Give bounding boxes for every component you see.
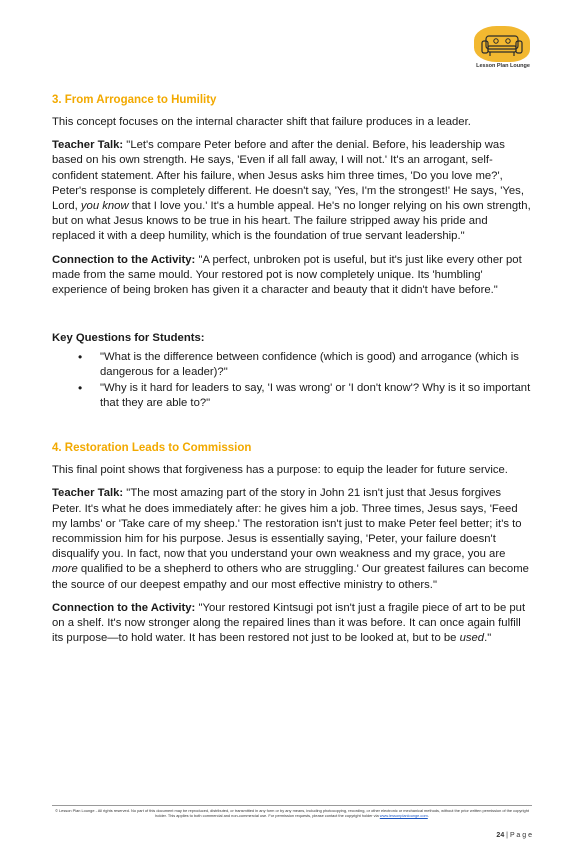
teacher-talk-text-1: "Let's compare Peter before and after the denial. Before, his leadership was based on his own strength. He says, 'Even if all fall away, I will not.' It's an arrogant, self-confident statement. After his failure, when Jesus asks him three times, 'Do you love me?', Peter's response is completely different. He doesn't say, 'Yes, I'm the strongest!' He says, 'Yes, Lord, (52, 139, 524, 213)
teacher-talk-text-1: "The most amazing part of the story in John 21 isn't just that Jesus forgives Peter. It's what he does immediately after: he gives him a job. Three times, Jesus says, 'Feed my lambs' or 'Take care of my sheep.' The restoration isn't just to make Peter feel better; it's to recommission him for his purpose. Jesus is essentially saying, 'Peter, your failure doesn't disqualify you. In fact, now that you understand your own weakness and my grace, you are (52, 487, 522, 561)
key-questions-list (52, 350, 532, 411)
connection-label: Connection to the Activity: (52, 253, 196, 266)
website-suffix: . (427, 813, 429, 818)
sofa-icon (480, 30, 524, 60)
footer-copyright (52, 808, 532, 818)
connection-text-1: "Your restored Kintsugi pot isn't just a fragile piece of art to be put on a shelf. It's now stronger along the repaired lines than it was before. It can once again fulfill its purpose—to hold water. It has been restored not just to be looked at, but to be (52, 601, 526, 645)
section-3-connection (52, 253, 532, 299)
section-3-intro: This concept focuses on the internal character shift that failure produces in a leader. (52, 116, 471, 128)
lesson-plan-lounge-logo (472, 26, 532, 78)
teacher-talk-text-2: that I love you.' It's a humble appeal. He's no longer relying on his own strength, but on what Jesus knows to be true in his heart. The failure stripped away his pride and replaced it with a deep humility, which is the foundation of true servant leadership." (52, 200, 531, 243)
footer-divider (52, 805, 532, 806)
section-4-connection (52, 601, 532, 647)
teacher-talk-emphasis: you know (80, 200, 129, 213)
page-label: P a g e (509, 832, 532, 839)
connection-text-2: ." (484, 632, 492, 645)
list-item: • "Why is it hard for leaders to say, 'I was wrong' or 'I don't know'? Why is it so important that they are able to?" (92, 381, 532, 411)
page-number-value: 24 (496, 832, 505, 839)
connection-emphasis: used (459, 632, 485, 645)
connection-text: "A perfect, unbroken pot is useful, but it's just like every other pot made from the same mould. Your restored pot is now completely unique. Its 'humbling' experience of being broken has given it a character and beauty that it didn't have before." (52, 253, 522, 297)
teacher-talk-label: Teacher Talk: (52, 487, 124, 500)
main-content (52, 94, 532, 654)
key-questions-title: Key Questions for Students: (52, 332, 205, 345)
teacher-talk-text-2: qualified to be a shepherd to others who are struggling.' Our greatest failures can become the source of our deepest empathy and our most effective ministry to others." (52, 563, 529, 591)
logo-text: Lesson Plan Lounge (476, 63, 530, 69)
page-number (496, 832, 532, 839)
list-item: • "What is the difference between confidence (which is good) and arrogance (which is dangerous for a leader)?" (92, 350, 532, 380)
page-number-separator: | (504, 832, 510, 839)
teacher-talk-label: Teacher Talk: (52, 139, 124, 152)
section-4-intro: This final point shows that forgiveness has a purpose: to equip the leader for future service. (52, 464, 508, 477)
section-3-teacher-talk (52, 138, 532, 244)
connection-label: Connection to the Activity: (52, 601, 196, 614)
copyright-text: © Lesson Plan Lounge - All rights reserved. No part of this document may be reproduced, distributed, or transmitted in any form or by any means, including photocopying, recording, or other electronic or mechanical methods, without the prior written permission of the copyright holder. This applies to both commercial and non-commercial use. For permission requests, please contact the copyright holder via (55, 808, 529, 818)
teacher-talk-emphasis: more (52, 563, 78, 576)
section-3-heading: 3. From Arrogance to Humility (52, 94, 217, 106)
section-4-heading: 4. Restoration Leads to Commission (52, 442, 252, 455)
section-4-teacher-talk (52, 486, 532, 592)
website-link[interactable]: www.lessonplanlounge.com (379, 813, 428, 818)
